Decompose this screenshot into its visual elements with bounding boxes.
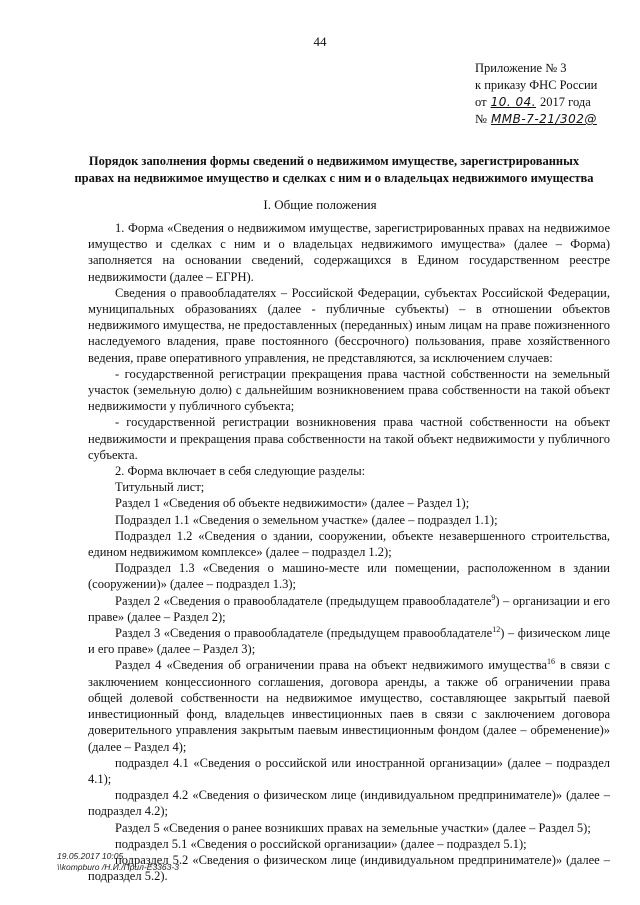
- paragraph: Титульный лист;: [115, 480, 205, 495]
- paragraph: 2. Форма включает в себя следующие разделы:: [115, 464, 366, 479]
- text-run: ) – физическом лице и его праве» (далее – Раздел 3);: [88, 626, 610, 657]
- footnote-ref: 9: [491, 592, 496, 602]
- appendix-line-2: к приказу ФНС России: [475, 78, 598, 92]
- paragraph: - государственной регистрации прекращения права частной собственности на земельный участок (земельную долю) с дальнейшим возникновением права собственности на такой объект недвижимости у публичного субъекта;: [88, 366, 610, 414]
- paragraph: Раздел 5 «Сведения о ранее возникших правах на земельные участки» (далее – Раздел 5);: [115, 820, 591, 835]
- text-run: Раздел 4 «Сведения об ограничении права на объект недвижимого имущества: [115, 658, 547, 673]
- document-title: Порядок заполнения формы сведений о недвижимом имуществе, зарегистрированных правах на недвижимое имущество и сделках с ним и о владельцах недвижимого имущества: [74, 154, 594, 185]
- document-body: [88, 220, 610, 884]
- handwritten-date: 10. 04.: [490, 95, 537, 109]
- paragraph: Сведения о правообладателях – Российской Федерации, субъектах Российской Федерации, муниципальных образованиях (далее - публичные субъекты) – в отношении объектов недвижимого имущества, не предоставленных (переданных) иным лицам на праве пожизненного наследуемого владения, праве постоянного (бессрочного) пользования, праве хозяйственного ведения, праве оперативного управления, не представляются, за исключением случаев:: [88, 285, 610, 365]
- paragraph: 1. Форма «Сведения о недвижимом имуществе, зарегистрированных правах на недвижимое имущество и сделках с ним и о владельцах недвижимого имущества» (далее – Форма) заполняется на основании сведений, содержащихся в Едином государственном реестре недвижимости (далее – ЕГРН).: [88, 221, 610, 284]
- paragraph: подраздел 5.1 «Сведения о российской организации» (далее – подраздел 5.1);: [115, 836, 527, 851]
- number-prefix: №: [475, 112, 487, 126]
- text-run: ) – организации и его праве» (далее – Раздел 2);: [88, 593, 610, 624]
- text-run: Раздел 2 «Сведения о правообладателе (предыдущем правообладателе: [115, 593, 492, 608]
- footnote-ref: 16: [547, 657, 555, 667]
- paragraph: подраздел 4.2 «Сведения о физическом лице (индивидуальном предпринимателе)» (далее – подраздел 4.2);: [88, 788, 610, 819]
- date-prefix: от: [475, 95, 487, 109]
- appendix-line-1: Приложение № 3: [475, 61, 567, 75]
- paragraph: - государственной регистрации возникновения права частной собственности на объект недвижимости и прекращения права собственности на такой объект недвижимости у публичного субъекта.: [88, 415, 610, 462]
- paragraph-section-3: [88, 625, 610, 657]
- footer-stamp: [57, 851, 179, 873]
- paragraph: Подраздел 1.2 «Сведения о здании, сооружении, объекте незавершенного строительства, едином недвижимом комплексе» (далее – подраздел 1.2);: [88, 528, 610, 560]
- paragraph-section-4: [88, 657, 610, 754]
- appendix-block: [475, 60, 601, 128]
- appendix-date: [475, 94, 601, 111]
- paragraph: подраздел 4.1 «Сведения о российской или иностранной организации» (далее – подраздел 4.1);: [88, 755, 610, 786]
- section-heading: I. Общие положения: [263, 197, 377, 212]
- paragraph: Подраздел 1.1 «Сведения о земельном участке» (далее – подраздел 1.1);: [115, 512, 498, 527]
- handwritten-order-number: ММВ-7-21/302@: [490, 112, 597, 126]
- paragraph: Подраздел 1.3 «Сведения о машино-месте или помещении, расположенном в здании (сооружении)» (далее – подраздел 1.3);: [88, 561, 610, 592]
- paragraph: Раздел 1 «Сведения об объекте недвижимости» (далее – Раздел 1);: [115, 496, 470, 511]
- text-run: Раздел 3 «Сведения о правообладателе (предыдущем правообладателе: [115, 626, 493, 641]
- text-run: в связи с заключением концессионного соглашения, договора аренды, а также об ограничении права общей долевой собственности на недвижимое имущество, составляющее закрытый паевой инвестиционный фонд, владельцев инвестиционных паев в связи с заключением договора доверительного управления закрытым паевым инвестиционным фондом (далее – обременение)» (далее – Раздел 4);: [88, 658, 610, 754]
- footer-file-path: \\kompburo /Н.И./Прил-Е3363-3: [57, 862, 179, 872]
- page-number: 44: [313, 34, 327, 49]
- date-suffix: 2017 года: [540, 95, 591, 109]
- footnote-ref: 12: [492, 624, 501, 634]
- appendix-number: [475, 111, 601, 128]
- footer-timestamp: 19.05.2017 10:05: [57, 851, 124, 861]
- paragraph-section-2: [88, 593, 610, 625]
- paragraph: подраздел 5.2 «Сведения о физическом лице (индивидуальном предпринимателе)» (далее – подраздел 5.2).: [88, 852, 610, 884]
